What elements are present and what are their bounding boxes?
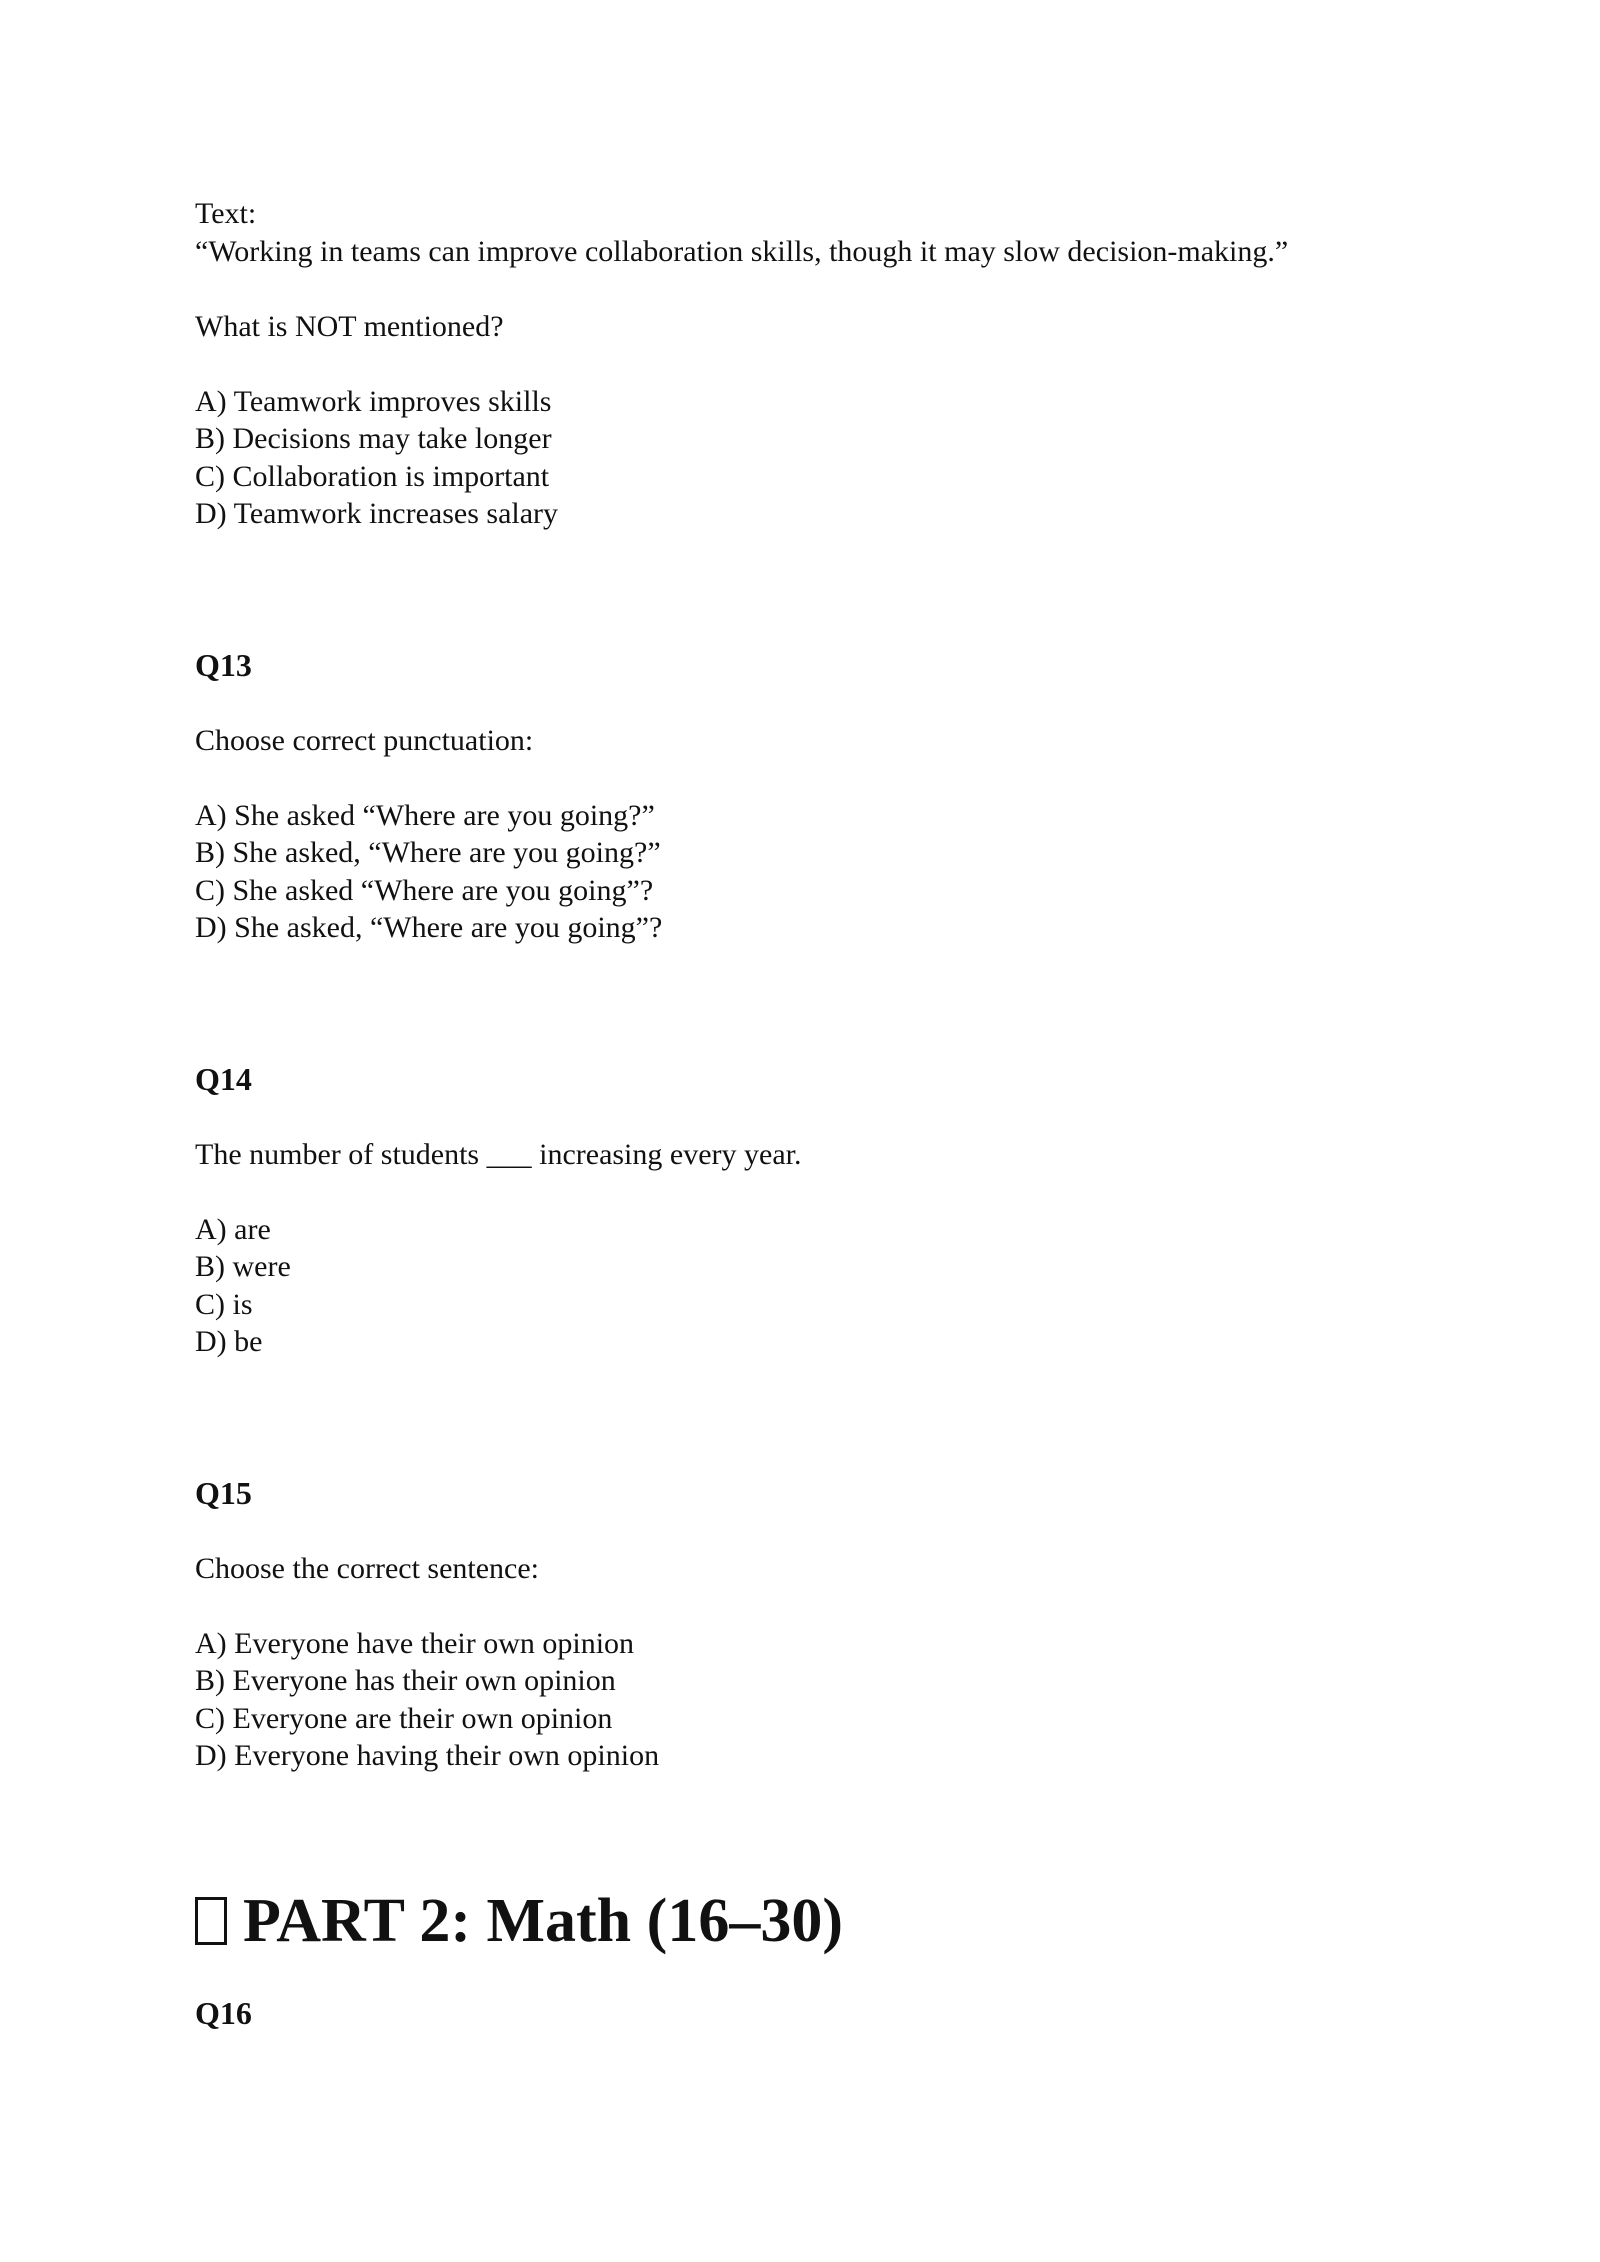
answer-option: A) are xyxy=(195,1212,271,1246)
answer-option: D) be xyxy=(195,1325,263,1358)
answer-option: D) Everyone having their own opinion xyxy=(195,1739,660,1772)
text-label: Text: xyxy=(195,197,257,230)
answer-option: C) is xyxy=(195,1287,253,1321)
answer-option: B) Decisions may take longer xyxy=(195,422,552,455)
question-number: Q15 xyxy=(195,1474,252,1511)
question-prompt: Choose the correct sentence: xyxy=(195,1551,540,1585)
answer-option: C) Everyone are their own opinion xyxy=(195,1701,613,1735)
quoted-text: “Working in teams can improve collaboration skills, though it may slow decision-making.” xyxy=(195,234,1289,268)
answer-option: D) She asked, “Where are you going”? xyxy=(195,911,663,944)
question-prompt: Choose correct punctuation: xyxy=(195,723,534,757)
answer-option: B) were xyxy=(195,1250,291,1283)
answer-option: C) Collaboration is important xyxy=(195,459,550,493)
question-number: Q14 xyxy=(195,1060,252,1097)
answer-option: B) She asked, “Where are you going?” xyxy=(195,836,661,869)
answer-option: D) Teamwork increases salary xyxy=(195,497,559,530)
answer-option: B) Everyone has their own opinion xyxy=(195,1664,616,1697)
question-prompt: The number of students ___ increasing every year. xyxy=(195,1137,802,1171)
part-heading-text: PART 2: Math (16–30) xyxy=(243,1886,843,1955)
answer-option: C) She asked “Where are you going”? xyxy=(195,873,654,907)
question-prompt: What is NOT mentioned? xyxy=(195,309,504,343)
question-number: Q13 xyxy=(195,646,252,683)
document-page xyxy=(195,195,1415,2033)
answer-option: A) Teamwork improves skills xyxy=(195,384,552,418)
answer-option: A) Everyone have their own opinion xyxy=(195,1626,635,1660)
answer-option: A) She asked “Where are you going?” xyxy=(195,798,655,832)
missing-glyph-icon xyxy=(195,1897,227,1945)
question-number: Q16 xyxy=(195,1994,252,2031)
part-heading xyxy=(195,1883,1415,1959)
